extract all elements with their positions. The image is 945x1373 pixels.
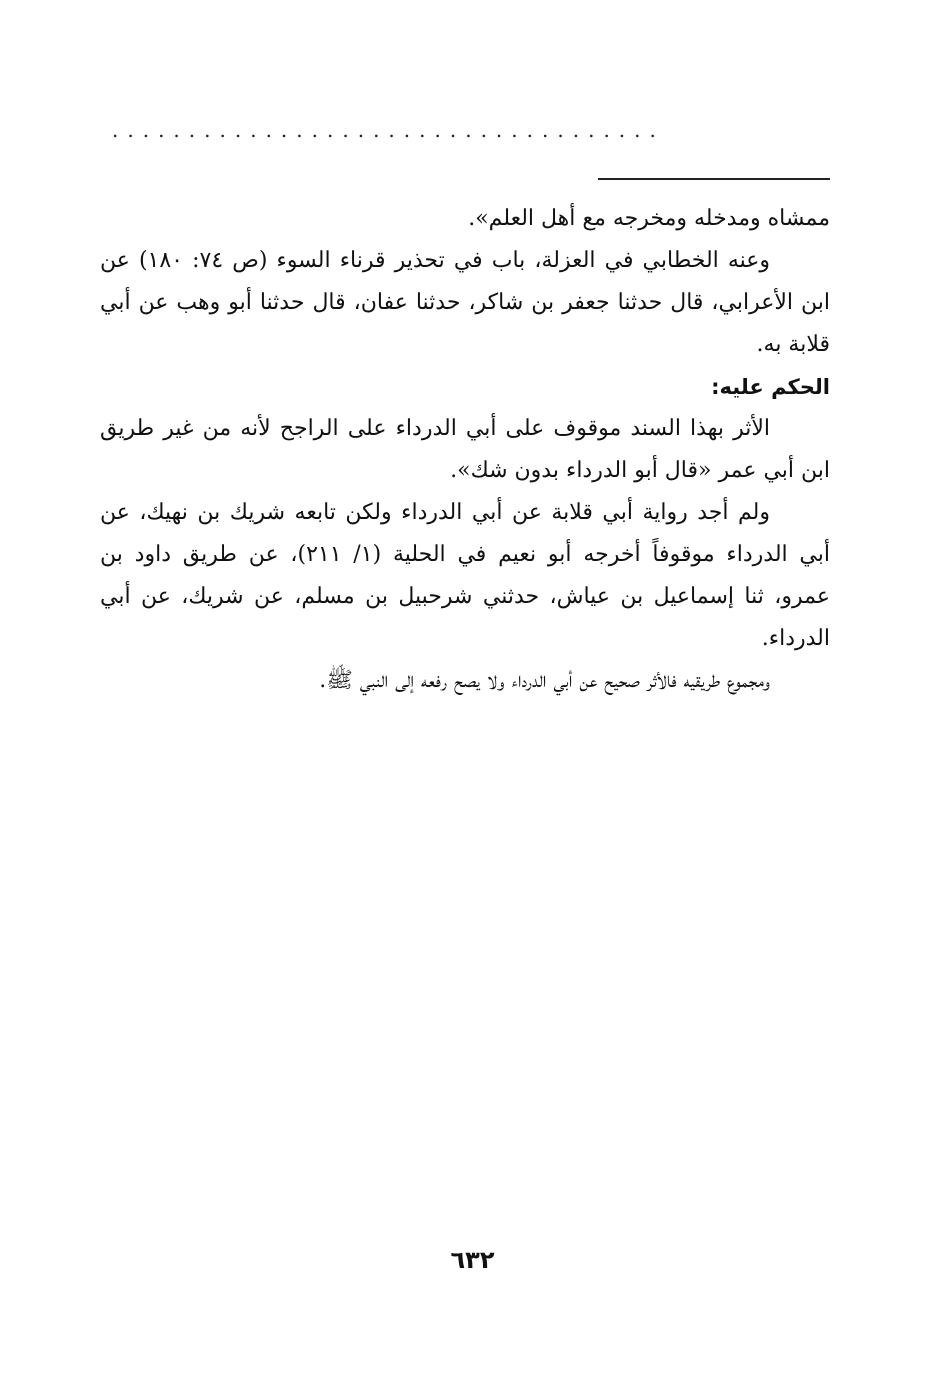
body-paragraph: الأثر بهذا السند موقوف على أبي الدرداء على الراجح لأنه من غير طريق ابن أبي عمر «قال أبو الدرداء بدون شك». [100,416,830,483]
dotted-separator: .................................... [112,122,665,138]
ruling-heading: الحكم عليه: [711,375,830,399]
body-paragraph: ومجموع طريقيه فالأثر صحيح عن أبي الدرداء ولا يصح رفعه إلى النبي ﷺ. [319,668,770,693]
footnote-paragraph: وعنه الخطابي في العزلة، باب في تحذير قرناء السوء (ص ٧٤: ١٨٠) عن ابن الأعرابي، قال حدثنا جعفر بن شاكر، حدثنا عفان، قال حدثنا أبو وهب عن أبي قلابة به. [100,248,830,357]
body-paragraph: ولم أجد رواية أبي قلابة عن أبي الدرداء ولكن تابعه شريك بن نهيك، عن أبي الدرداء موقوفاً أخرجه أبو نعيم في الحلية (١/ ٢١١)، عن طريق داود بن عمرو، ثنا إسماعيل بن عياش، حدثني شرحبيل بن مسلم، عن شريك، عن أبي الدرداء. [100,500,831,651]
footnote-rule [598,178,830,180]
footnote-text [100,198,830,702]
footnote-paragraph: ممشاه ومدخله ومخرجه مع أهل العلم». [468,206,830,231]
page-number: ٦٣٢ [450,1246,495,1274]
